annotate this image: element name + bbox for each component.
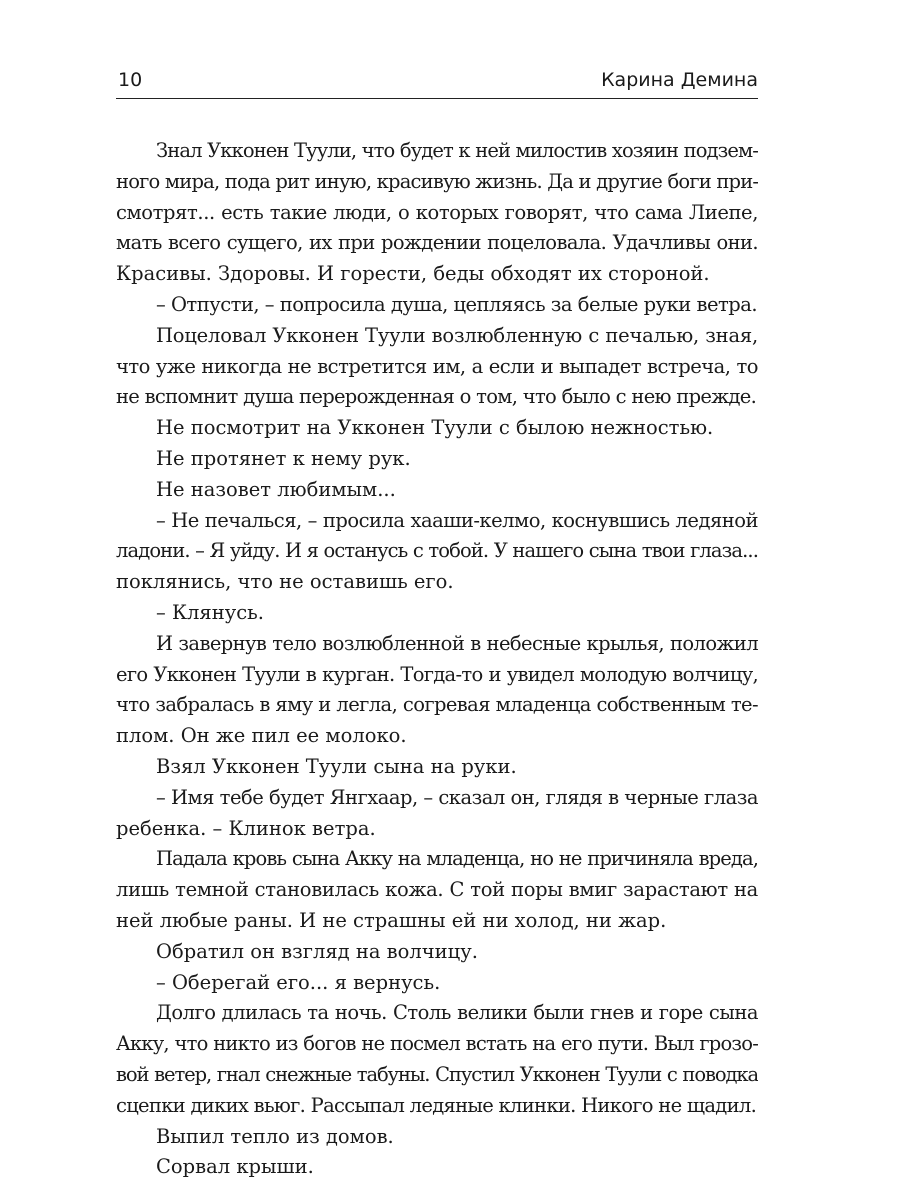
text-line: И завернув тело возлюбленной в небесные крылья, положил [156,631,758,655]
text-line: ного мира, пода рит иную, красивую жизнь. Да и другие боги при- [116,169,758,193]
text-line: ладони. – Я уйду. И я останусь с тобой. У нашего сына твои глаза... [116,539,758,563]
text-line: лишь темной становилась кожа. С той поры вмиг зарастают на [116,878,758,902]
text-line: – Клянусь. [156,600,264,624]
text-line: – Отпусти, – попросила душа, цепляясь за белые руки ветра. [156,292,758,316]
text-line: что уже никогда не встретится им, а если и выпадет встреча, то [116,354,758,378]
running-header [116,66,758,99]
text-line: – Не печалься, – просила хааши-келмо, коснувшись ледяной [156,508,758,532]
text-line: Обратил он взгляд на волчицу. [156,939,478,963]
body-text [116,136,758,1183]
text-line: Знал Укконен Туули, что будет к ней милостив хозяин подзем- [156,139,758,162]
text-line: Сорвал крыши. [156,1155,314,1179]
text-line: мать всего сущего, их при рождении поцеловала. Удачливы они. [116,231,758,255]
text-line: Падала кровь сына Акку на младенца, но не причиняла вреда, [156,847,758,871]
text-line: Не назовет любимым... [156,477,396,501]
text-line: Выпил тепло из домов. [156,1124,394,1148]
page-number: 10 [118,69,143,91]
text-line: вой ветер, гнал снежные табуны. Спустил Укконен Туули с поводка [116,1062,758,1086]
text-line: Поцеловал Укконен Туули возлюбленную с печалью, зная, [156,323,758,347]
text-line: Акку, что никто из богов не посмел встать на его пути. Выл грозо- [116,1032,758,1056]
text-line: Красивы. Здоровы. И горести, беды обходят их стороной. [116,262,710,286]
text-line: поклянись, что не оставишь его. [116,570,454,594]
text-line: ней любые раны. И не страшны ей ни холод, ни жар. [116,908,667,932]
text-line: смотрят... есть такие люди, о которых говорят, что сама Лиепе, [116,200,758,224]
text-line: плом. Он же пил ее молоко. [116,724,407,748]
text-line: его Укконен Туули в курган. Тогда-то и увидел молодую волчицу, [116,662,758,686]
text-line: сцепки диких вьюг. Рассыпал ледяные клинки. Никого не щадил. [116,1093,757,1117]
text-line: Долго длилась та ночь. Столь велики были гнев и горе сына [156,1001,758,1025]
text-line: ребенка. – Клинок ветра. [116,816,376,840]
text-line: что забралась в яму и легла, согревая младенца собственным те- [116,693,758,717]
text-line: – Оберегай его... я вернусь. [156,970,441,994]
text-line: Не посмотрит на Укконен Туули с былою нежностью. [156,416,714,440]
text-line: – Имя тебе будет Янгхаар, – сказал он, глядя в черные глаза [156,785,758,809]
running-title: Карина Демина [601,69,758,91]
text-line: Не протянет к нему рук. [156,446,411,470]
text-line: не вспомнит душа перерожденная о том, что было с нею прежде. [116,385,757,409]
text-line: Взял Укконен Туули сына на руки. [156,754,517,778]
